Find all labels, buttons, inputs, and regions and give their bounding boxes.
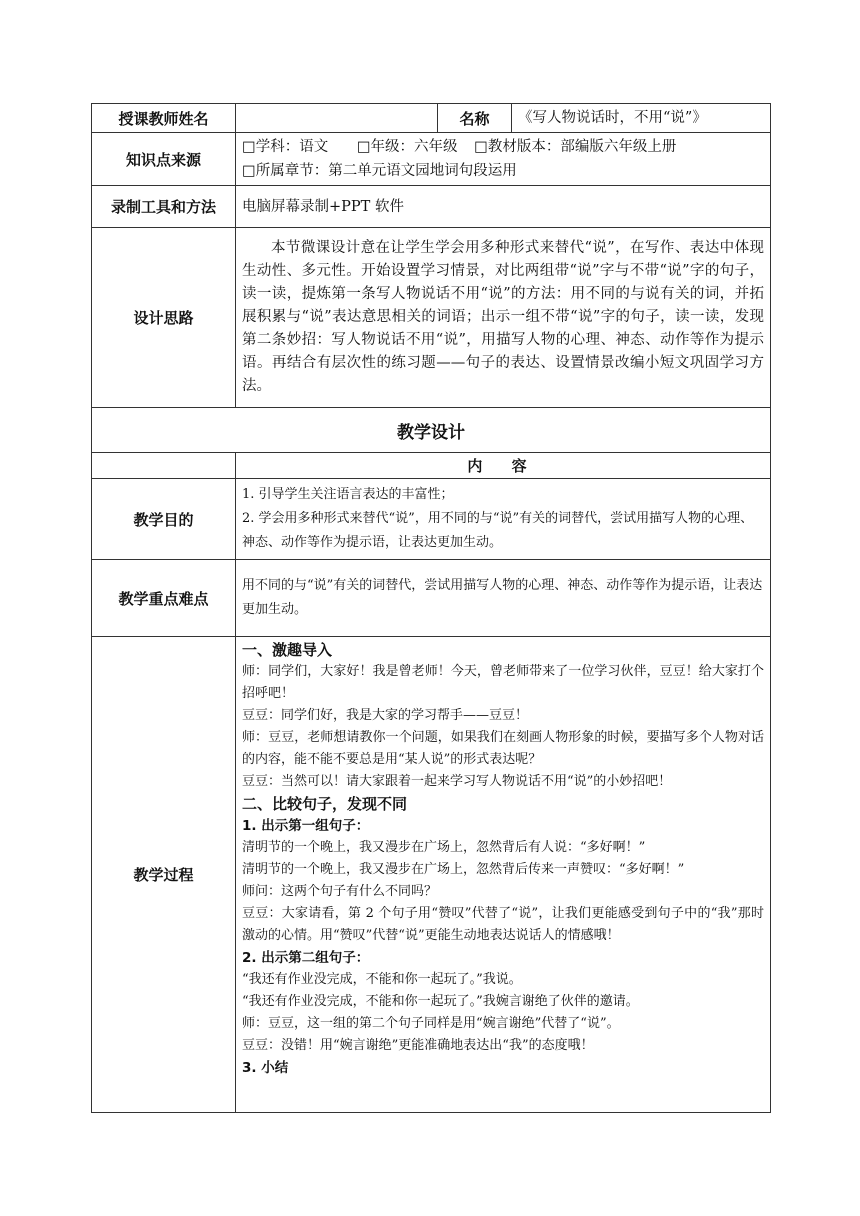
subject-field: □学科：语文 xyxy=(242,139,329,155)
goals-content xyxy=(236,479,771,560)
tools-label: 录制工具和方法 xyxy=(92,186,236,228)
lesson-plan-table xyxy=(91,103,771,1113)
edition-field: □教材版本：部编版六年级上册 xyxy=(474,139,677,155)
header-row xyxy=(92,104,771,133)
design-label: 设计思路 xyxy=(92,228,236,408)
goal-item-2: 2. 学会用多种形式来替代“说”，用不同的与“说”有关的词替代，尝试用描写人物的心理、神态、动作等作为提示语，让表达更加生动。 xyxy=(242,511,754,550)
tools-value: 电脑屏幕录制+PPT 软件 xyxy=(236,186,771,228)
content-header-empty xyxy=(92,453,236,479)
process-section-2-title: 二、比较句子，发现不同 xyxy=(242,795,408,813)
process-sub2-line-4: 豆豆：没错！用“婉言谢绝”更能准确地表达出“我”的态度哦！ xyxy=(242,1038,594,1053)
goals-row xyxy=(92,479,771,560)
name-label: 名称 xyxy=(438,104,512,133)
teacher-name-cell xyxy=(236,104,438,133)
process-s1-line-3: 师：豆豆，老师想请教你一个问题，如果我们在刻画人物形象的时候，要描写多个人物对话的内容，能不能不要总是用“某人说”的形式表达呢？ xyxy=(242,730,764,767)
goals-label: 教学目的 xyxy=(92,479,236,560)
process-sub2-line-3: 师：豆豆，这一组的第二个句子同样是用“婉言谢绝”代替了“说”。 xyxy=(242,1016,620,1031)
goal-item-1: 1. 引导学生关注语言表达的丰富性； xyxy=(242,487,454,502)
process-section-1-title: 一、激趣导入 xyxy=(242,641,333,659)
process-sub2-line-1: “我还有作业没完成，不能和你一起玩了。”我说。 xyxy=(242,972,522,987)
tools-row xyxy=(92,186,771,228)
process-sub1-line-3: 师问：这两个句子有什么不同吗？ xyxy=(242,884,438,899)
process-sub1-line-1: 清明节的一个晚上，我又漫步在广场上，忽然背后有人说：“多好啊！” xyxy=(242,840,646,855)
source-row xyxy=(92,133,771,186)
section-row xyxy=(92,408,771,453)
keypoints-label: 教学重点难点 xyxy=(92,560,236,637)
content-header: 内 容 xyxy=(236,453,771,479)
process-sub-2-title: 2. 出示第二组句子： xyxy=(242,950,370,966)
process-sub-1-title: 1. 出示第一组句子： xyxy=(242,818,370,834)
source-content xyxy=(236,133,771,186)
process-label: 教学过程 xyxy=(92,637,236,1113)
process-s1-line-2: 豆豆：同学们好，我是大家的学习帮手——豆豆！ xyxy=(242,708,529,723)
source-label: 知识点来源 xyxy=(92,133,236,186)
keypoints-text: 用不同的与“说”有关的词替代，尝试用描写人物的心理、神态、动作等作为提示语，让表达更加生动。 xyxy=(236,560,771,637)
design-text: 本节微课设计意在让学生学会用多种形式来替代“说”，在写作、表达中体现生动性、多元性。开始设置学习情景，对比两组带“说”字与不带“说”字的句子，读一读，提炼第一条写人物说话不用“说”的方法：用不同的与说有关的词，并拓展积累与“说”表达意思相关的词语；出示一组不带“说”字的句子，读一读，发现第二条妙招：写人物说话不用“说”，用描写人物的心理、神态、动作等作为提示语。再结合有层次性的练习题——句子的表达、设置情景改编小短文巩固学习方法。 xyxy=(236,228,771,408)
name-value: 《写人物说话时，不用“说”》 xyxy=(512,104,771,133)
process-row xyxy=(92,637,771,1113)
section-title: 教学设计 xyxy=(92,408,771,453)
chapter-field: □所属章节：第二单元语文园地词句段运用 xyxy=(242,163,517,179)
content-header-row xyxy=(92,453,771,479)
process-sub1-line-2: 清明节的一个晚上，我又漫步在广场上，忽然背后传来一声赞叹：“多好啊！” xyxy=(242,862,685,877)
process-sub1-line-4: 豆豆：大家请看，第 2 个句子用“赞叹”代替了“说”，让我们更能感受到句子中的“我”那时激动的心情。用“赞叹”代替“说”更能生动地表达说话人的情感哦！ xyxy=(242,906,764,943)
teacher-label: 授课教师姓名 xyxy=(92,104,236,133)
keypoints-row xyxy=(92,560,771,637)
source-line-1 xyxy=(242,135,764,159)
process-content xyxy=(236,637,771,1113)
process-s1-line-4: 豆豆：当然可以！请大家跟着一起来学习写人物说话不用“说”的小妙招吧！ xyxy=(242,774,672,789)
process-sub2-line-2: “我还有作业没完成，不能和你一起玩了。”我婉言谢绝了伙伴的邀请。 xyxy=(242,994,639,1009)
process-sub-3-title: 3. 小结 xyxy=(242,1060,289,1076)
design-row xyxy=(92,228,771,408)
grade-field: □年级：六年级 xyxy=(356,139,458,155)
process-s1-line-1: 师：同学们，大家好！我是曾老师！今天，曾老师带来了一位学习伙伴，豆豆！给大家打个招呼吧！ xyxy=(242,664,764,701)
